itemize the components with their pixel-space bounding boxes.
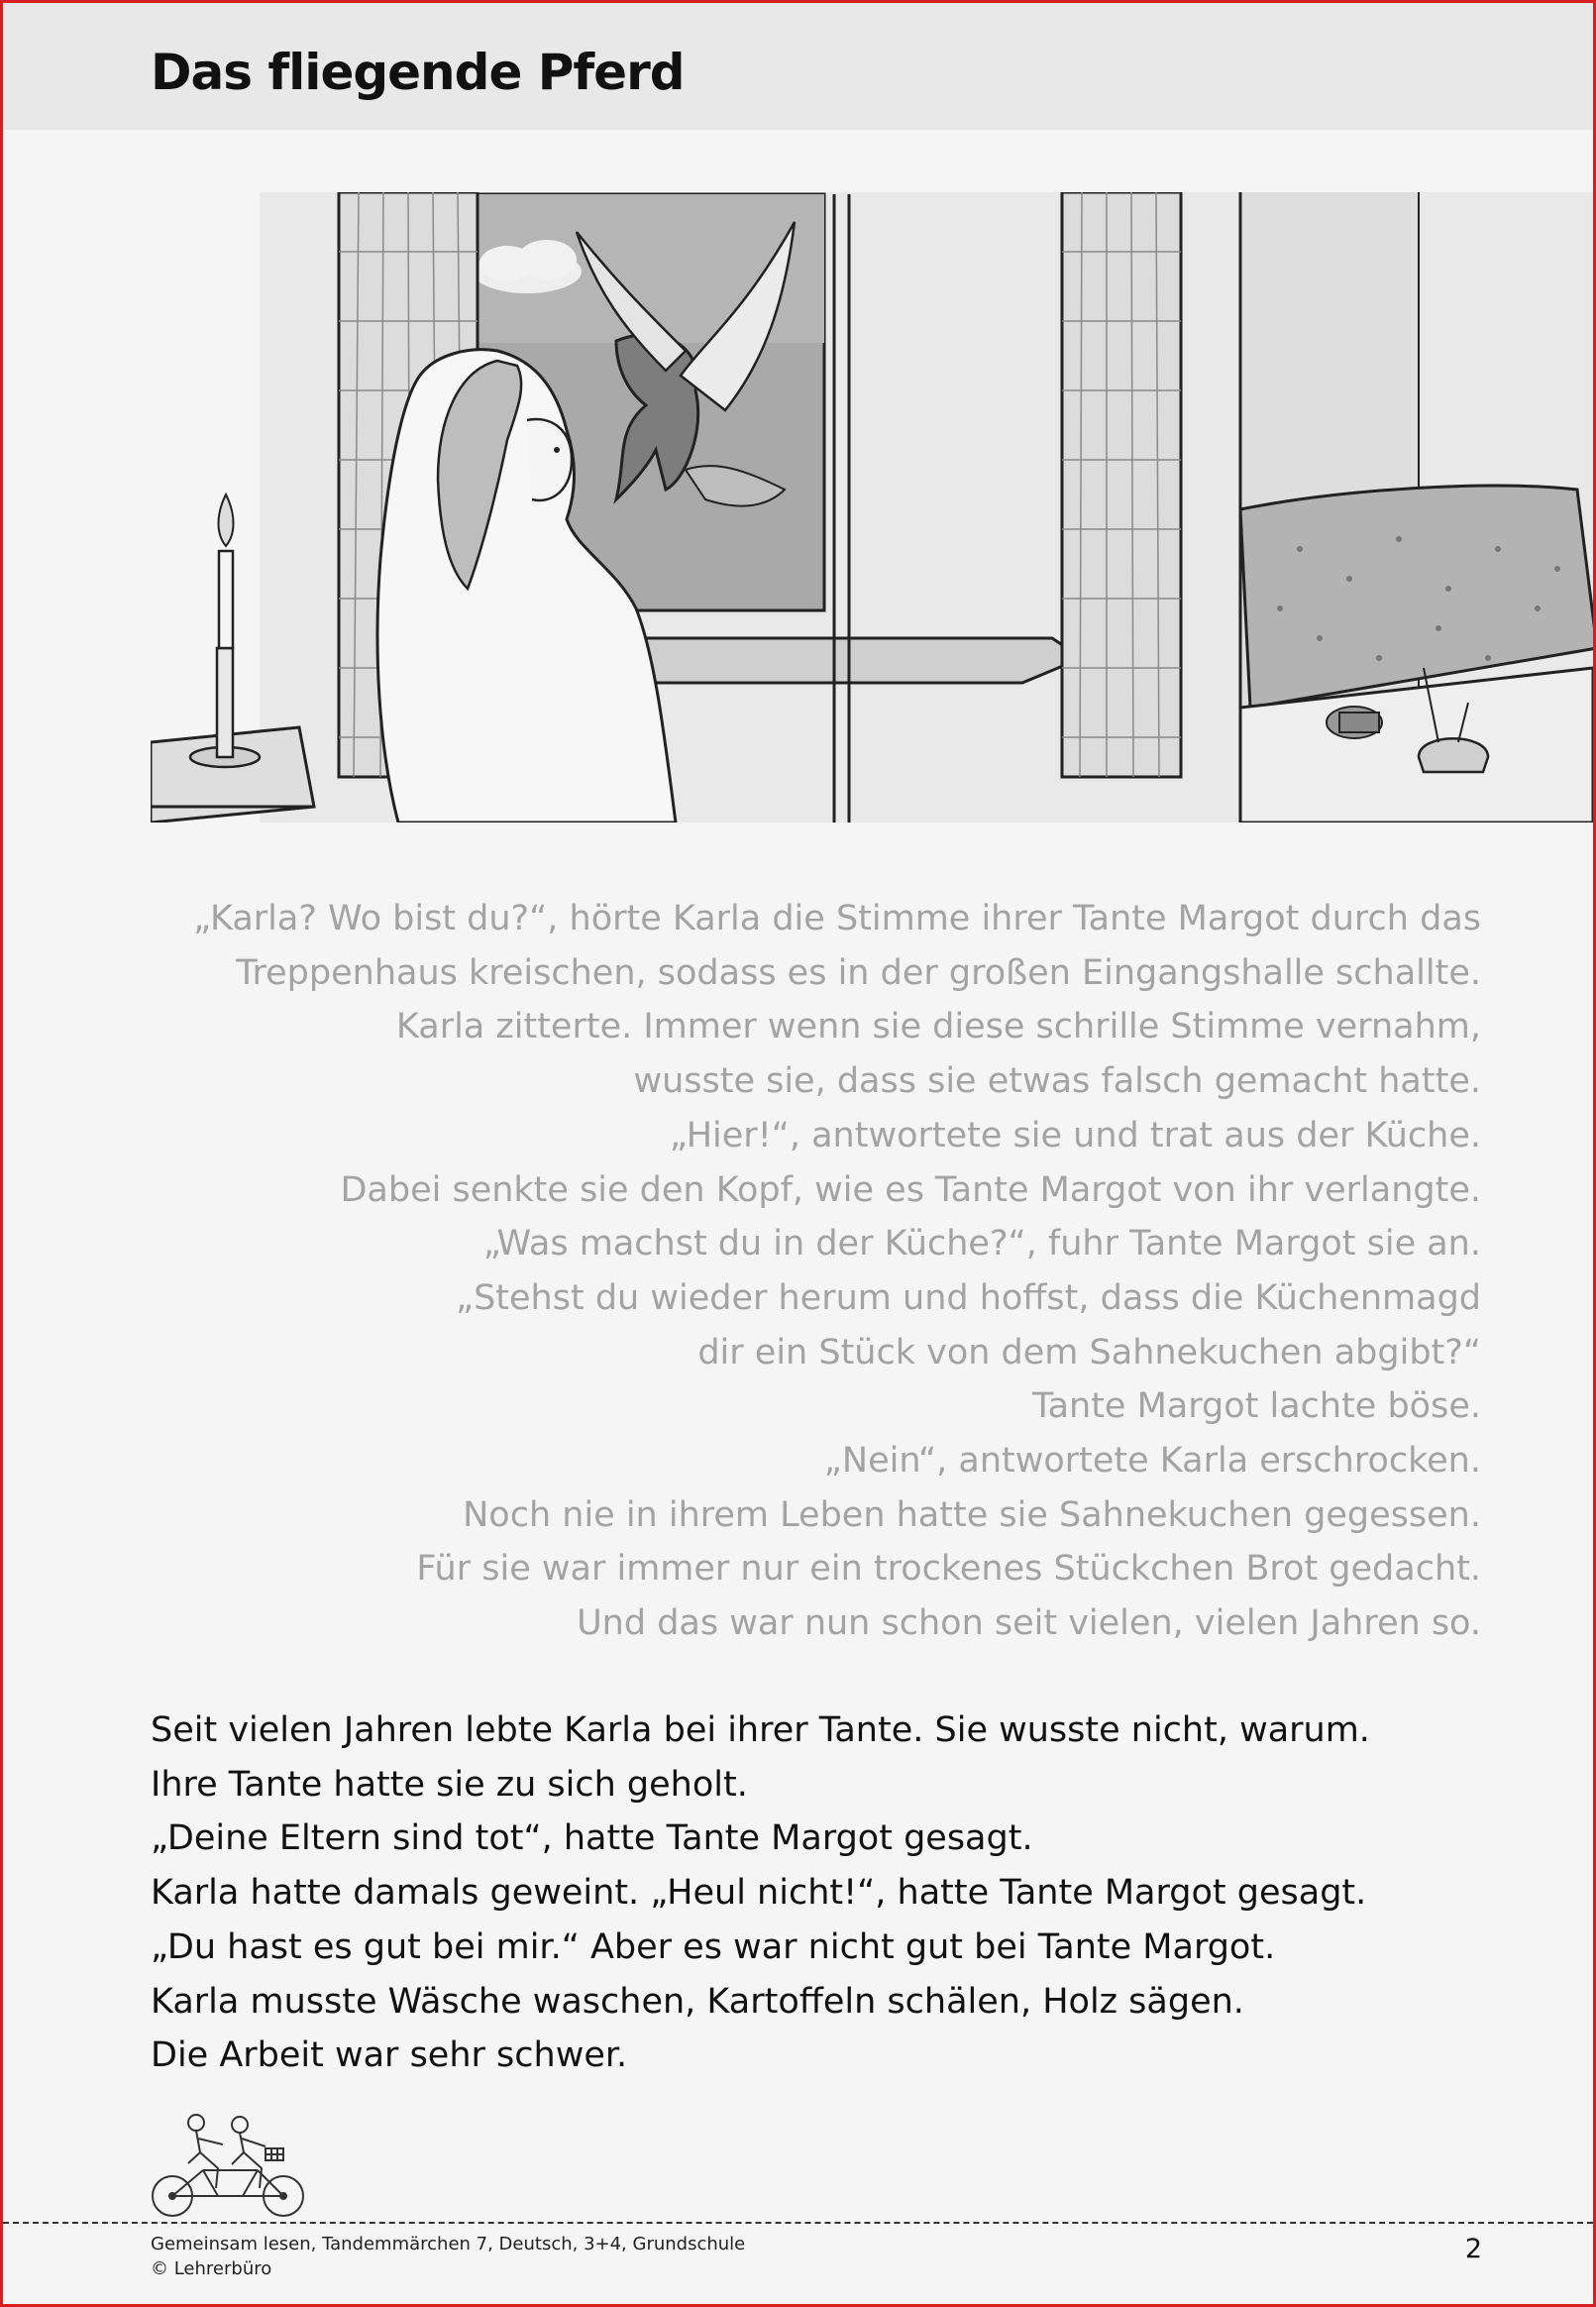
story-line: Treppenhaus kreischen, sodass es in der großen Eingangshalle schallte. (236, 952, 1481, 993)
tandem-bicycle-icon (149, 2109, 307, 2220)
story-line: Für sie war immer nur ein trockenes Stückchen Brot gedacht. (416, 1549, 1481, 1590)
story-line: Seit vielen Jahren lebte Karla bei ihrer Tante. Sie wusste nicht, warum. (151, 1710, 1370, 1750)
footer-series-info: Gemeinsam lesen, Tandemmärchen 7, Deutsch, 3+4, Grundschule (151, 2234, 746, 2254)
story-line: „Karla? Wo bist du?“, hörte Karla die Stimme ihrer Tante Margot durch das (193, 899, 1481, 938)
story-line: Dabei senkte sie den Kopf, wie es Tante Margot von ihr verlangte. (340, 1169, 1481, 1210)
story-line: Die Arbeit war sehr schwer. (151, 2035, 628, 2076)
story-line: Tante Margot lachte böse. (1031, 1386, 1481, 1427)
story-black-paragraph (151, 1703, 1370, 2083)
story-line: Noch nie in ihrem Leben hatte sie Sahnekuchen gegessen. (463, 1494, 1481, 1535)
girl-pegasus-window-illustration (151, 192, 1593, 823)
story-line: Und das war nun schon seit vielen, vielen Jahren so. (577, 1603, 1481, 1644)
page-title: Das fliegende Pferd (151, 44, 685, 101)
story-line: Karla musste Wäsche waschen, Kartoffeln schälen, Holz sägen. (151, 1981, 1244, 2022)
story-line: dir ein Stück von dem Sahnekuchen abgibt?“ (697, 1332, 1481, 1373)
story-line: „Was machst du in der Küche?“, fuhr Tante Margot sie an. (482, 1224, 1481, 1264)
story-line: wusste sie, dass sie etwas falsch gemacht hatte. (633, 1061, 1481, 1102)
story-grey-paragraph (193, 892, 1481, 1651)
story-line: Karla zitterte. Immer wenn sie diese schrille Stimme vernahm, (395, 1007, 1481, 1047)
story-line: „Deine Eltern sind tot“, hatte Tante Margot gesagt. (151, 1818, 1033, 1859)
story-line: „Stehst du wieder herum und hoffst, dass die Küchenmagd (455, 1277, 1481, 1318)
story-line: Karla hatte damals geweint. „Heul nicht!“, hatte Tante Margot gesagt. (151, 1873, 1367, 1914)
story-line: „Du hast es gut bei mir.“ Aber es war nicht gut bei Tante Margot. (151, 1926, 1276, 1967)
story-line: „Hier!“, antwortete sie und trat aus der Küche. (669, 1115, 1481, 1155)
page-number: 2 (1464, 2234, 1482, 2264)
footer-divider (3, 2222, 1593, 2224)
story-line: Ihre Tante hatte sie zu sich geholt. (151, 1764, 748, 1805)
footer-copyright: © Lehrerbüro (151, 2258, 272, 2279)
story-line: „Nein“, antwortete Karla erschrocken. (823, 1441, 1481, 1482)
